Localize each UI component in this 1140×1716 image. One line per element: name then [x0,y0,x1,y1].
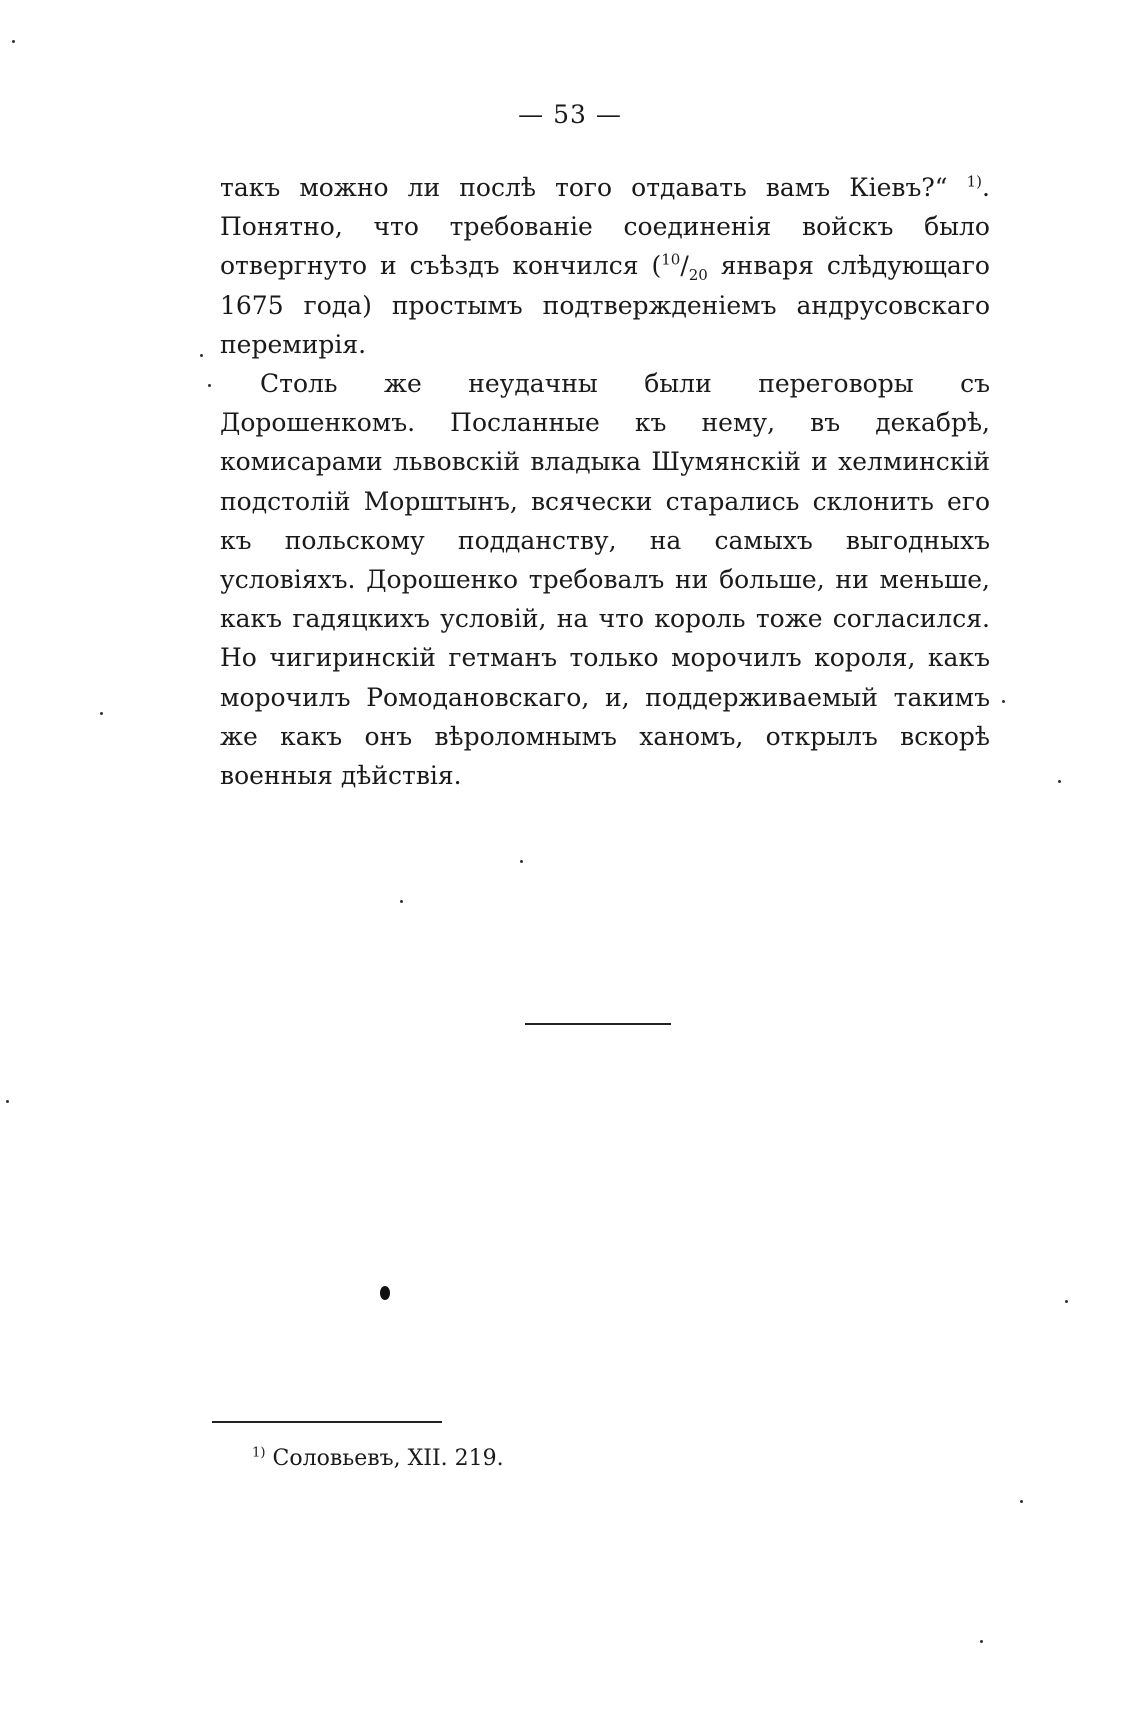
paragraph-1-segment-3: января слѣдующаго 1675 года) простымъ подтвержденіемъ андрусовскаго перемирія. [220,251,990,359]
print-speck [200,354,203,357]
paragraph-1 [220,168,990,364]
paragraph-2: Столь же неудачны были переговоры съ Дорошенкомъ. Посланные къ нему, въ декабрѣ, комисарами львовскій владыка Шумянскій и хелминскій подстолій Морштынъ, всячески старались склонить его къ польскому подданству, на самыхъ выгодныхъ условіяхъ. Дорошенко требовалъ ни больше, ни меньше, какъ гадяцкихъ условій, на что король тоже согласился. Но чигиринскій гетманъ только морочилъ короля, какъ морочилъ Ромодановскаго, и, поддерживаемый такимъ же какъ онъ вѣроломнымъ ханомъ, открылъ вскорѣ военныя дѣйствія. [220,369,990,791]
page-number: — 53 — [518,100,622,129]
ink-blot [380,1286,390,1300]
print-speck [100,712,103,715]
fraction-numerator: 10 [661,251,681,270]
main-text [220,168,990,795]
paragraph-1-segment-2: . Понятно, что требованіе соединенія войскъ было отвергнуто и съѣздъ кончился ( [220,173,990,281]
footnote-text: Соловьевъ, XII. 219. [265,1446,504,1471]
footnote-reference: 1) [966,172,983,191]
section-end-rule [525,1023,671,1025]
footnote [252,1446,504,1471]
print-speck [1002,700,1005,703]
print-speck [6,1100,9,1103]
print-speck [1020,1500,1023,1503]
print-speck [1058,780,1061,783]
print-speck [520,860,523,863]
paragraph-1-segment-1: такъ можно ли послѣ того отдавать вамъ Кіевъ?“ [220,173,967,202]
fraction-denominator: 20 [688,266,708,285]
print-speck [208,384,211,387]
print-speck [1065,1300,1068,1303]
print-speck [400,900,403,903]
footnote-mark: 1) [252,1445,266,1461]
fraction-slash: / [680,251,689,281]
footnote-separator [212,1421,442,1423]
print-speck [980,1640,983,1643]
print-speck [12,40,15,43]
